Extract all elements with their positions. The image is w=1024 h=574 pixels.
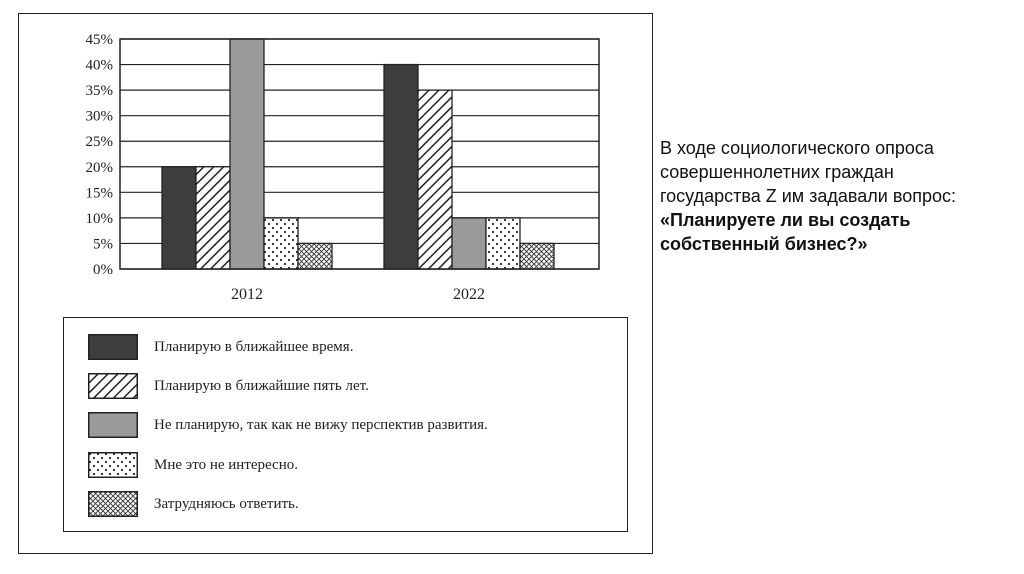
x-tick-label: 2022 — [453, 286, 485, 303]
bar-chart — [19, 14, 651, 314]
legend-label-4: Мне это не интересно. — [154, 456, 298, 473]
survey-description — [660, 136, 960, 256]
y-tick-label: 20% — [85, 159, 113, 176]
legend-swatch-2 — [88, 373, 138, 399]
y-tick-label: 10% — [85, 210, 113, 227]
bar-2022-series-1 — [384, 65, 418, 269]
y-tick-label: 30% — [85, 108, 113, 125]
bar-2022-series-5 — [520, 243, 554, 269]
bar-2012-series-1 — [162, 167, 196, 269]
y-tick-label: 35% — [85, 83, 113, 100]
bar-2012-series-2 — [196, 167, 230, 269]
legend-swatch-3 — [88, 412, 138, 438]
legend-swatch-4 — [88, 452, 138, 478]
legend-label-2: Планирую в ближайшие пять лет. — [154, 377, 369, 394]
survey-intro-text: В ходе социологического опроса совершеннолетних граждан государства Z им задавали вопрос: — [660, 138, 956, 206]
legend-swatch-1 — [88, 334, 138, 360]
survey-question-text: «Планируете ли вы создать собственный бизнес?» — [660, 210, 911, 254]
chart-figure — [18, 13, 653, 554]
y-tick-label: 0% — [93, 262, 113, 278]
legend-item-5 — [88, 491, 299, 517]
legend-item-4 — [88, 452, 298, 478]
y-tick-label: 45% — [85, 32, 113, 48]
bar-2012-series-3 — [230, 39, 264, 269]
bar-2022-series-4 — [486, 218, 520, 269]
y-tick-label: 15% — [85, 185, 113, 202]
legend-label-1: Планирую в ближайшее время. — [154, 338, 354, 355]
y-tick-label: 5% — [93, 236, 113, 253]
bar-2022-series-2 — [418, 90, 452, 269]
y-tick-label: 25% — [85, 134, 113, 151]
legend-item-2 — [88, 373, 369, 399]
chart-legend — [63, 317, 628, 532]
bar-2022-series-3 — [452, 218, 486, 269]
bar-2012-series-4 — [264, 218, 298, 269]
legend-label-3: Не планирую, так как не вижу перспектив развития. — [154, 416, 488, 433]
x-tick-label: 2012 — [231, 286, 263, 303]
legend-swatch-5 — [88, 491, 138, 517]
legend-item-3 — [88, 412, 488, 438]
legend-label-5: Затрудняюсь ответить. — [154, 495, 299, 512]
y-tick-label: 40% — [85, 57, 113, 74]
legend-item-1 — [88, 334, 353, 360]
bar-2012-series-5 — [298, 243, 332, 269]
